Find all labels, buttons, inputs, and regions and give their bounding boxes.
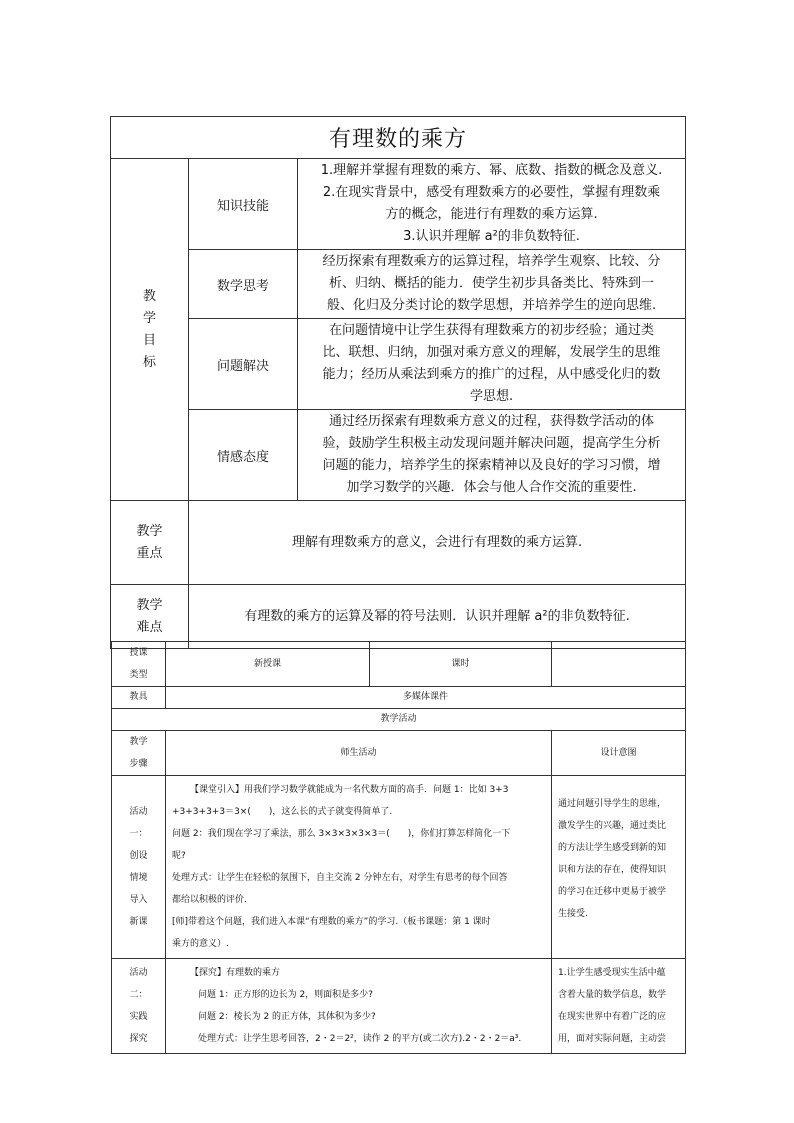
activities-table	[111, 641, 686, 1054]
activity-1-design: 通过问题引导学生的思维， 激发学生的兴趣，通过类比 的方法让学生感受到新的知 识和方法的存在，使得知识 的学习在迁移中更易于被学 生接受.	[552, 776, 686, 959]
goal-text-thinking: 经历探索有理数乘方的运算过程，培养学生观察、比较、分 析、归纳、概括的能力．使学生初步具备类比、特殊到一 般、化归及分类讨论的数学思想，并培养学生的逆向思维.	[298, 250, 686, 319]
activity-2-label: 活动 二： 实践 探究	[112, 959, 166, 1054]
difficulty-label: 教学 难点	[111, 585, 189, 649]
activity-2-content: 【探究】有理数的乘方 问题 1：正方形的边长为 2，则面积是多少? 问题 2：棱长为 2 的正方体，其体积为多少? 处理方式：让学生思考回答，2・2＝2²，读作 2 的平方(或二次方).2・2・2＝a³.	[166, 959, 552, 1054]
section-title: 教学活动	[112, 709, 686, 731]
goal-label-knowledge: 知识技能	[189, 159, 298, 250]
tools-label: 教具	[112, 687, 166, 709]
difficulty-text: 有理数的乘方的运算及幂的符号法则．认识并理解 a²的非负数特征.	[189, 585, 686, 649]
key-point-text: 理解有理数乘方的意义，会进行有理数的乘方运算.	[189, 501, 686, 585]
course-type-value: 新授课	[166, 642, 370, 687]
hours-label: 课时	[370, 642, 552, 687]
activity-1-content: 【课堂引入】用我们学习数学就能成为一名代数方面的高手．问题 1：比如 3+3 +3+3+3+3＝3×( )，这么长的式子就变得简单了. 问题 2：我们现在学习了乘法，那么 3×3×3×3×3＝( )，你们打算怎样简化一下 呢? 处理方式：让学生在轻松的氛围下，自主交流 2 分钟左右，对学生有思考的每个回答 都给以积极的评价. [师]带着这个问题，我们进入本课“有理数的乘方”的学习.（板书课题：第 1 课时 乘方的意义）.	[166, 776, 552, 959]
goal-text-knowledge: 1.理解并掌握有理数的乘方、幂、底数、指数的概念及意义. 2.在现实背景中，感受有理数乘方的必要性，掌握有理数乘 方的概念，能进行有理数的乘方运算. 3.认识并理解 a²的非负数特征.	[298, 159, 686, 250]
activity-2-design: 1.让学生感受现实生活中蕴 含着大量的数学信息，数学 在现实世界中有着广泛的应 用，面对实际问题，主动尝	[552, 959, 686, 1054]
goal-text-attitude: 通过经历探索有理数乘方意义的过程，获得数学活动的体 验，鼓励学生积极主动发现问题并解决问题，提高学生分析 问题的能力，培养学生的探索精神以及良好的学习习惯，增 加学习数学的兴趣．体会与他人合作交流的重要性.	[298, 410, 686, 501]
tools-value: 多媒体课件	[166, 687, 686, 709]
activity-1-label: 活动 一： 创设 情境 导入 新课	[112, 776, 166, 959]
objectives-table	[110, 116, 686, 649]
design-header: 设计意图	[552, 731, 686, 776]
activity-header: 师生活动	[166, 731, 552, 776]
goal-label-thinking: 数学思考	[189, 250, 298, 319]
hours-value	[552, 642, 686, 687]
steps-label: 教学 步骤	[112, 731, 166, 776]
goal-label-attitude: 情感态度	[189, 410, 298, 501]
course-type-label: 授课 类型	[112, 642, 166, 687]
page-title: 有理数的乘方	[111, 117, 686, 159]
goals-label: 教 学 目 标	[111, 159, 189, 501]
goal-text-problem: 在问题情境中让学生获得有理数乘方的初步经验；通过类 比、联想、归纳，加强对乘方意义的理解，发展学生的思维 能力；经历从乘法到乘方的推广的过程，从中感受化归的数 学思想.	[298, 319, 686, 410]
goal-label-problem: 问题解决	[189, 319, 298, 410]
key-point-label: 教学 重点	[111, 501, 189, 585]
